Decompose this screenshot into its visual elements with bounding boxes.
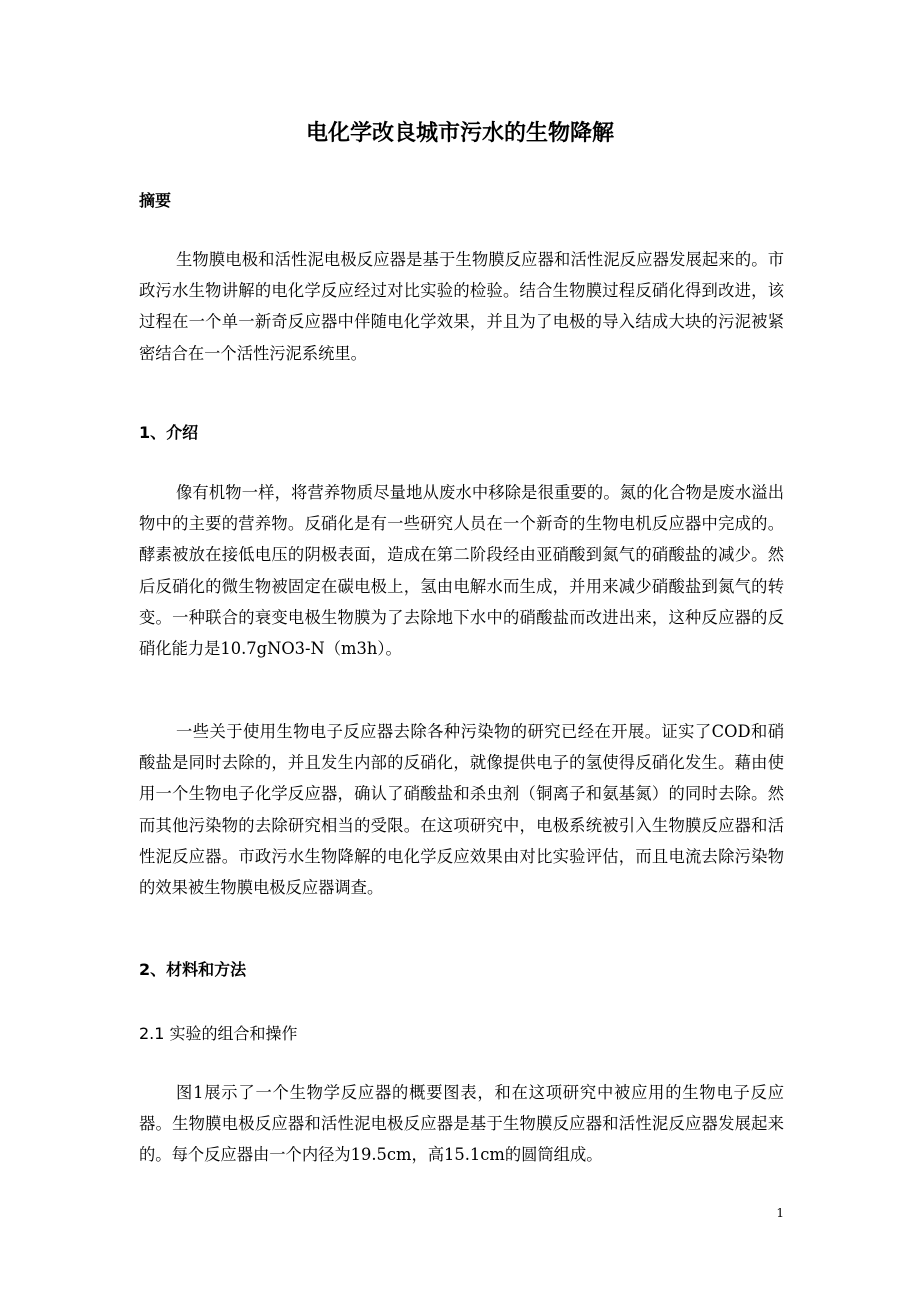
section-1-paragraph-1: 像有机物一样，将营养物质尽量地从废水中移除是很重要的。氮的化合物是废水溢出物中的主要的营养物。反硝化是有一些研究人员在一个新奇的生物电机反应器中完成的。酵素被放在接低电压的阴极表面，造成在第二阶段经由亚硝酸到氮气的硝酸盐的减少。然后反硝化的微生物被固定在碳电极上，氢由电解水而生成，并用来减少硝酸盐到氮气的转变。一种联合的衰变电极生物膜为了去除地下水中的硝酸盐而改进出来，这种反应器的反硝化能力是10.7gNO3-N（m3h）。 bbox=[139, 483, 784, 659]
section-2-1-heading: 2.1 实验的组合和操作 bbox=[139, 1024, 298, 1043]
section-2-1-paragraph-1: 图1展示了一个生物学反应器的概要图表，和在这项研究中被应用的生物电子反应器。生物膜电极反应器和活性泥电极反应器是基于生物膜反应器和活性泥反应器发展起来的。每个反应器由一个内径为19.5cm，高15.1cm的圆筒组成。 bbox=[139, 1083, 784, 1165]
document-title: 电化学改良城市污水的生物降解 bbox=[305, 121, 614, 146]
section-1-heading: 1、介绍 bbox=[139, 423, 199, 442]
section-2-heading: 2、材料和方法 bbox=[139, 960, 247, 979]
section-1-paragraph-2: 一些关于使用生物电子反应器去除各种污染物的研究已经在开展。证实了COD和硝酸盐是同时去除的，并且发生内部的反硝化，就像提供电子的氢使得反硝化发生。藉由使用一个生物电子化学反应器，确认了硝酸盐和杀虫剂（铜离子和氨基氮）的同时去除。然而其他污染物的去除研究相当的受限。在这项研究中，电极系统被引入生物膜反应器和活性泥反应器。市政污水生物降解的电化学反应效果由对比实验评估，而且电流去除污染物的效果被生物膜电极反应器调查。 bbox=[139, 722, 784, 898]
abstract-paragraph: 生物膜电极和活性泥电极反应器是基于生物膜反应器和活性泥反应器发展起来的。市政污水生物讲解的电化学反应经过对比实验的检验。结合生物膜过程反硝化得到改进，该过程在一个单一新奇反应器中伴随电化学效果，并且为了电极的导入结成大块的污泥被紧密结合在一个活性污泥系统里。 bbox=[139, 250, 784, 363]
page-number: 1 bbox=[776, 1206, 784, 1220]
abstract-heading: 摘要 bbox=[139, 191, 172, 210]
